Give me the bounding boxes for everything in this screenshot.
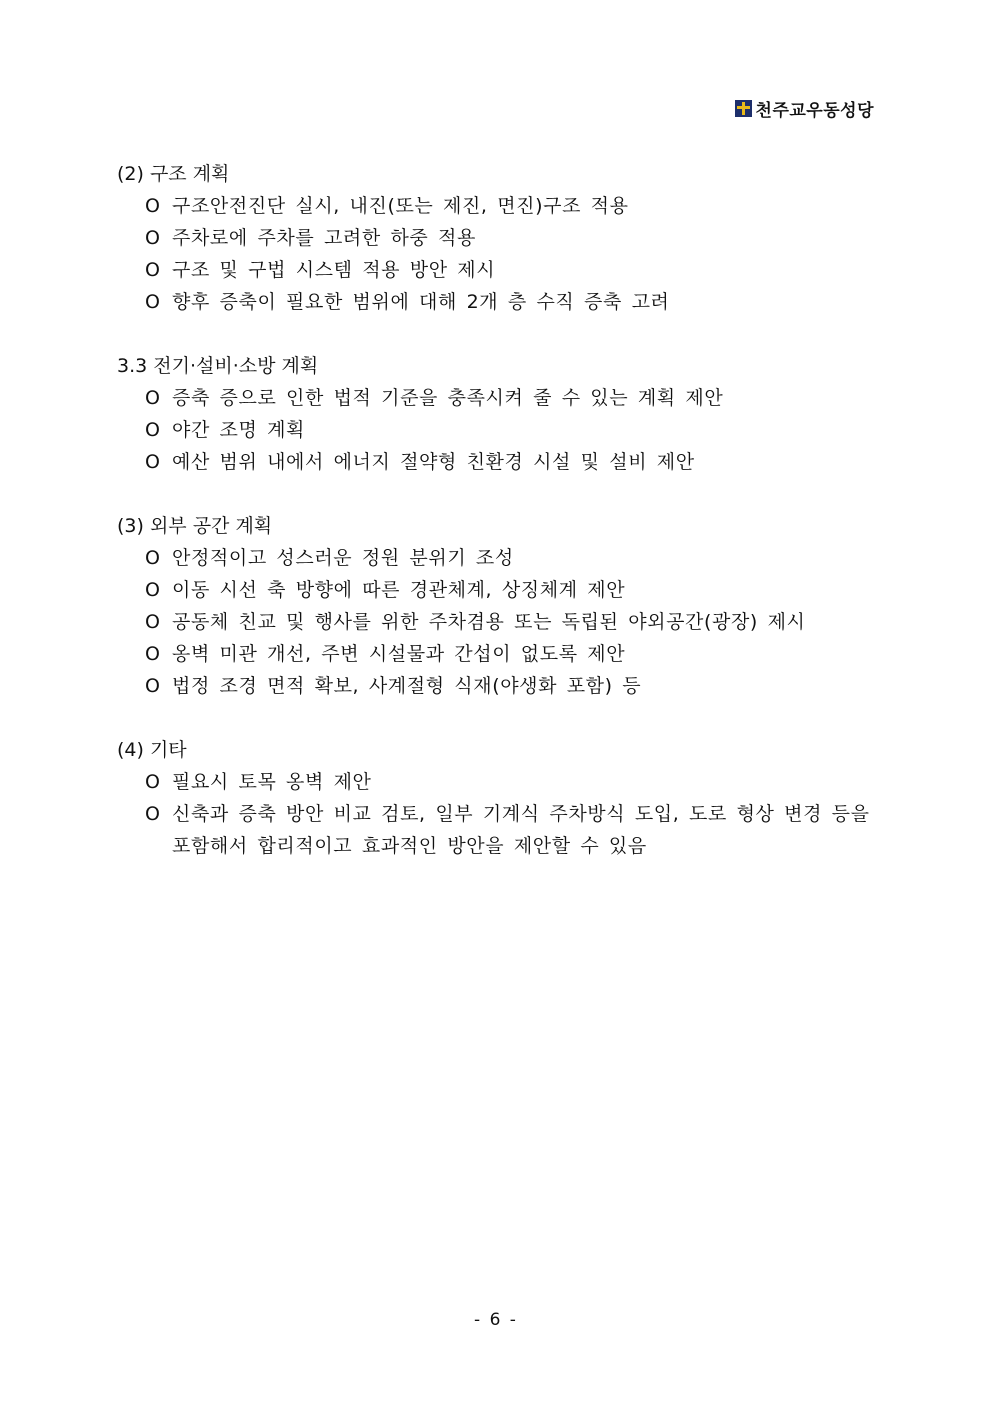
section-other xyxy=(117,734,877,862)
list-item xyxy=(117,446,877,478)
list-item xyxy=(117,798,877,862)
header-logo xyxy=(735,96,874,121)
list-item xyxy=(117,382,877,414)
page-number: - 6 - xyxy=(474,1310,518,1330)
list-item xyxy=(117,414,877,446)
list-item-text: 법정 조경 면적 확보, 사계절형 식재(야생화 포함) 등 xyxy=(172,675,642,697)
bullet-circle: O xyxy=(145,579,161,601)
list-item xyxy=(117,542,877,574)
list-item xyxy=(117,190,877,222)
bullet-circle: O xyxy=(145,195,161,217)
bullet-circle: O xyxy=(145,547,161,569)
bullet-circle: O xyxy=(145,259,161,281)
bullet-circle: O xyxy=(145,643,161,665)
section-heading: 3.3 전기·설비·소방 계획 xyxy=(117,355,319,377)
document-body xyxy=(117,158,877,894)
bullet-circle: O xyxy=(145,419,161,441)
list-item xyxy=(117,286,877,318)
bullet-circle: O xyxy=(145,611,161,633)
bullet-circle: O xyxy=(145,451,161,473)
section-heading: (3) 외부 공간 계획 xyxy=(117,515,273,537)
list-item xyxy=(117,670,877,702)
list-item xyxy=(117,574,877,606)
bullet-circle: O xyxy=(145,227,161,249)
section-structure-plan xyxy=(117,158,877,318)
list-item-text: 주차로에 주차를 고려한 하중 적용 xyxy=(172,227,476,249)
list-item-text: 향후 증축이 필요한 범위에 대해 2개 층 수직 증축 고려 xyxy=(172,291,670,313)
list-item-text: 야간 조명 계획 xyxy=(172,419,306,441)
list-item-text: 구조안전진단 실시, 내진(또는 제진, 면진)구조 적용 xyxy=(172,195,629,217)
list-item-text: 이동 시선 축 방향에 따른 경관체계, 상징체계 제안 xyxy=(172,579,626,601)
list-item-text: 신축과 증축 방안 비교 검토, 일부 기계식 주차방식 도입, 도로 형상 변경 등을 포함해서 합리적이고 효과적인 방안을 제안할 수 있음 xyxy=(172,803,870,857)
list-item xyxy=(117,606,877,638)
list-item-text: 증축 증으로 인한 법적 기준을 충족시켜 줄 수 있는 계획 제안 xyxy=(172,387,724,409)
bullet-circle: O xyxy=(145,291,161,313)
list-item-text: 옹벽 미관 개선, 주변 시설물과 간섭이 없도록 제안 xyxy=(172,643,626,665)
list-item xyxy=(117,222,877,254)
list-item xyxy=(117,766,877,798)
bullet-circle: O xyxy=(145,675,161,697)
list-item-text: 공동체 친교 및 행사를 위한 주차겸용 또는 독립된 야외공간(광장) 제시 xyxy=(172,611,806,633)
section-heading: (4) 기타 xyxy=(117,739,187,761)
section-exterior-plan xyxy=(117,510,877,702)
list-item-text: 예산 범위 내에서 에너지 절약형 친환경 시설 및 설비 제안 xyxy=(172,451,695,473)
bullet-circle: O xyxy=(145,771,161,793)
section-heading: (2) 구조 계획 xyxy=(117,163,230,185)
cross-logo-icon xyxy=(735,100,752,117)
list-item xyxy=(117,638,877,670)
list-item xyxy=(117,254,877,286)
bullet-circle: O xyxy=(145,803,161,825)
list-item-text: 필요시 토목 옹벽 제안 xyxy=(172,771,372,793)
section-electrical-plan xyxy=(117,350,877,478)
bullet-circle: O xyxy=(145,387,161,409)
list-item-text: 구조 및 구법 시스템 적용 방안 제시 xyxy=(172,259,496,281)
logo-text: 천주교우동성당 xyxy=(755,101,874,121)
list-item-text: 안정적이고 성스러운 정원 분위기 조성 xyxy=(172,547,514,569)
